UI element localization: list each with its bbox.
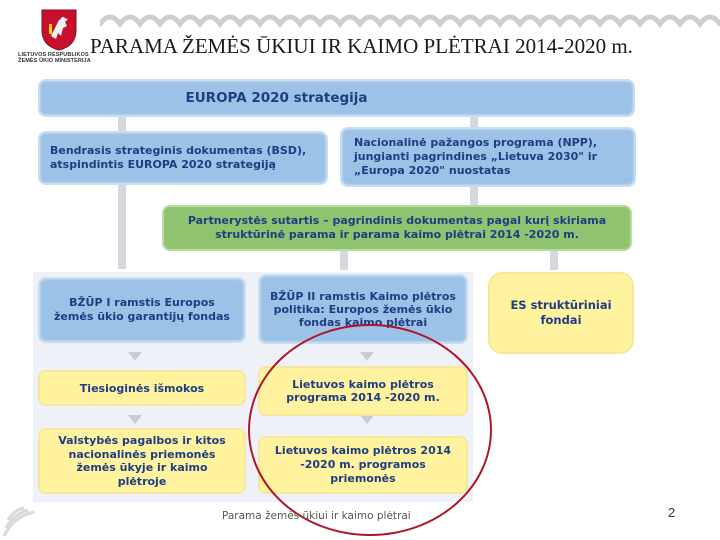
bsd-label: Bendrasis strateginis dokumentas (BSD), atspindintis EUROPA 2020 strategiją <box>50 144 307 171</box>
connector <box>118 185 126 269</box>
tiesiogines-ismokos-box <box>38 370 246 406</box>
down-arrow-icon <box>128 352 142 361</box>
partnerystes-sutartis-label: Partnerystės sutartis – pagrindinis dokumentas pagal kurį skiriama struktūrinė parama ir parama kaimo plėtrai 2014 -2020 m. <box>187 214 607 241</box>
europa-2020-label: EUROPA 2020 strategija <box>185 90 368 106</box>
es-strukturiniai-fondai-box <box>488 272 634 354</box>
valstybes-pagalba-label: Valstybės pagalbos ir kitos nacionalinės priemonės žemės ūkyje ir kaimo plėtroje <box>58 434 226 488</box>
partnerystes-sutartis-box <box>162 205 632 251</box>
europa-2020-box <box>38 79 635 117</box>
ministry-logo-text: LIETUVOS RESPUBLIKOS ŽEMĖS ŪKIO MINISTERIJA <box>18 52 91 65</box>
npp-label: Nacionalinė pažangos programa (NPP), jungianti pagrindines „Lietuva 2030" ir „Europa 2020" nuostatas <box>354 136 598 177</box>
down-arrow-icon <box>128 415 142 424</box>
page-number: 2 <box>668 505 676 520</box>
highlight-ellipse <box>248 324 492 536</box>
bsd-box <box>38 131 328 185</box>
lkpp-priemones-label: Lietuvos kaimo plėtros 2014 -2020 m. programos priemonės <box>274 444 452 485</box>
bzup-pillar-1-box <box>38 277 246 343</box>
footer-caption: Parama žemės ūkiui ir kaimo plėtrai <box>222 510 411 522</box>
lkpp-label: Lietuvos kaimo plėtros programa 2014 -2020 m. <box>286 378 440 404</box>
bzup-pillar-2-label: BŽŪP II ramstis Kaimo plėtros politika: Europos žemės ūkio fondas kaimo plėtrai <box>270 289 456 329</box>
bzup-pillar-1-label: BŽŪP I ramstis Europos žemės ūkio garantijų fondas <box>54 296 230 323</box>
coat-of-arms-logo <box>36 6 82 52</box>
connector <box>340 250 348 270</box>
tiesiogines-ismokos-label: Tiesioginės išmokos <box>79 381 205 395</box>
wave-ornament <box>100 4 720 34</box>
npp-box <box>340 127 636 187</box>
connector <box>470 185 478 205</box>
es-strukturiniai-fondai-label: ES struktūriniai fondai <box>510 298 612 327</box>
valstybes-pagalba-box <box>38 428 246 494</box>
connector <box>550 250 558 270</box>
page-title: PARAMA ŽEMĖS ŪKIUI IR KAIMO PLĖTRAI 2014-2020 m. <box>90 34 633 58</box>
decorative-leaves-icon <box>0 490 40 540</box>
